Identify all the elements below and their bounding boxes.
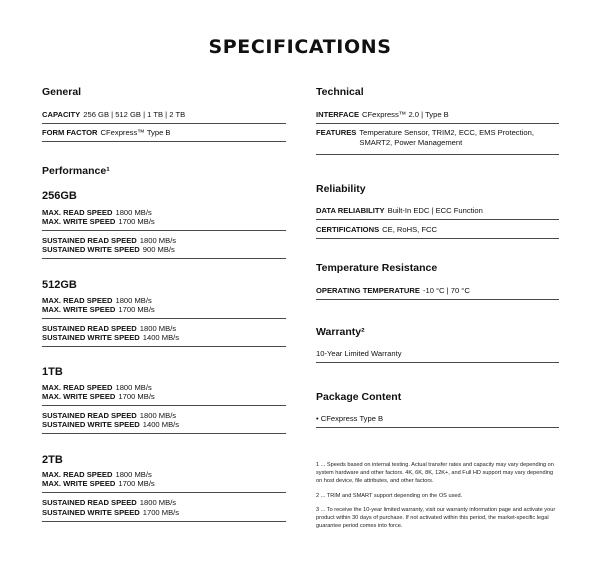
interface-value: CFexpress™ 2.0 | Type B: [362, 110, 449, 119]
capacity-value: 256 GB | 512 GB | 1 TB | 2 TB: [83, 110, 186, 119]
sustained-write-row: [42, 420, 179, 430]
max-write-key: MAX. WRITE SPEED: [42, 479, 116, 488]
sustained-read-key: SUSTAINED READ SPEED: [42, 498, 137, 507]
sustained-read-row: [42, 498, 176, 508]
technical-heading: Technical: [316, 86, 364, 98]
sustained-read-key: SUSTAINED READ SPEED: [42, 411, 137, 420]
max-read-key: MAX. READ SPEED: [42, 383, 113, 392]
footnotes: [316, 461, 559, 536]
divider: [42, 492, 286, 493]
operating-temperature-key: OPERATING TEMPERATURE: [316, 286, 420, 295]
certifications-key: CERTIFICATIONS: [316, 225, 380, 234]
max-write-row: [42, 479, 155, 489]
data-reliability-key: DATA RELIABILITY: [316, 206, 385, 215]
operating-temperature-value: -10 °C | 70 °C: [422, 286, 470, 295]
divider: [316, 362, 559, 363]
sustained-write-row: [42, 508, 179, 518]
divider: [42, 230, 286, 231]
footnote-2: 2 ... TRIM and SMART support depending on the OS used.: [316, 492, 463, 499]
divider: [316, 299, 559, 300]
form-factor-value: CFexpress™ Type B: [100, 128, 171, 137]
divider: [316, 123, 559, 124]
reliability-heading: Reliability: [316, 183, 366, 195]
max-write-value: 1700 MB/s: [118, 217, 155, 226]
features-key: FEATURES: [316, 128, 357, 137]
certifications-value: CE, RoHS, FCC: [382, 225, 437, 234]
temperature-heading: Temperature Resistance: [316, 262, 438, 274]
max-write-value: 1700 MB/s: [118, 479, 155, 488]
features-value: Temperature Sensor, TRIM2, ECC, EMS Protection, SMART2, Power Management: [359, 128, 534, 147]
divider: [42, 433, 286, 434]
sustained-read-value: 1800 MB/s: [139, 236, 177, 245]
divider: [42, 521, 286, 522]
sustained-read-value: 1800 MB/s: [139, 411, 177, 420]
max-read-value: 1800 MB/s: [115, 383, 152, 392]
form-factor-row: [42, 128, 170, 138]
divider: [42, 405, 286, 406]
warranty-heading: Warranty²: [316, 326, 365, 338]
package-item: • CFexpress Type B: [316, 414, 384, 423]
sustained-write-key: SUSTAINED WRITE SPEED: [42, 420, 140, 429]
sustained-write-key: SUSTAINED WRITE SPEED: [42, 508, 140, 517]
capacity-group-title: 256GB: [42, 190, 77, 202]
max-write-value: 1700 MB/s: [118, 392, 155, 401]
features-row: [316, 128, 549, 148]
sustained-write-row: [42, 333, 179, 343]
capacity-key: CAPACITY: [42, 110, 81, 119]
divider: [316, 427, 559, 428]
sustained-read-key: SUSTAINED READ SPEED: [42, 324, 137, 333]
divider: [316, 219, 559, 220]
general-heading: General: [42, 86, 82, 98]
interface-key: INTERFACE: [316, 110, 360, 119]
performance-heading: Performance¹: [42, 165, 110, 177]
divider: [316, 154, 559, 155]
operating-temperature-row: [316, 286, 470, 296]
divider: [316, 238, 559, 239]
sustained-write-value: 900 MB/s: [142, 245, 175, 254]
max-write-row: [42, 217, 155, 227]
sustained-write-key: SUSTAINED WRITE SPEED: [42, 245, 140, 254]
data-reliability-value: Built-In EDC | ECC Function: [387, 206, 483, 215]
max-write-key: MAX. WRITE SPEED: [42, 305, 116, 314]
form-factor-key: FORM FACTOR: [42, 128, 98, 137]
sustained-write-key: SUSTAINED WRITE SPEED: [42, 333, 140, 342]
sustained-write-value: 1700 MB/s: [142, 508, 180, 517]
max-read-value: 1800 MB/s: [115, 296, 152, 305]
page-title: SPECIFICATIONS: [208, 36, 392, 58]
divider: [42, 318, 286, 319]
capacity-row: [42, 110, 185, 120]
data-reliability-row: [316, 206, 483, 216]
warranty-value: 10-Year Limited Warranty: [316, 349, 402, 358]
max-write-row: [42, 392, 155, 402]
divider: [42, 346, 286, 347]
capacity-group-title: 2TB: [42, 454, 63, 466]
divider: [42, 258, 286, 259]
max-write-row: [42, 305, 155, 315]
sustained-read-value: 1800 MB/s: [139, 498, 177, 507]
interface-row: [316, 110, 449, 120]
footnote-1: 1 ... Speeds based on internal testing. Actual transfer rates and capacity may vary depending on system hardware and other factors. 4K, 6K, 8K, 12K+, and Full HD support may vary depending on host device, file attributes, and other factors.: [316, 462, 554, 485]
sustained-read-key: SUSTAINED READ SPEED: [42, 236, 137, 245]
max-write-key: MAX. WRITE SPEED: [42, 217, 116, 226]
max-read-key: MAX. READ SPEED: [42, 470, 113, 479]
certifications-row: [316, 225, 437, 235]
max-read-key: MAX. READ SPEED: [42, 208, 113, 217]
sustained-write-value: 1400 MB/s: [142, 333, 180, 342]
capacity-group-title: 1TB: [42, 366, 63, 378]
divider: [42, 123, 286, 124]
max-read-value: 1800 MB/s: [115, 208, 152, 217]
sustained-write-value: 1400 MB/s: [142, 420, 180, 429]
max-read-value: 1800 MB/s: [115, 470, 152, 479]
footnote-3: 3 ... To receive the 10-year limited warranty, visit our warranty information page and activate your product within 30 days of purchase. If not activated within this period, the market-specific legal guarantee period comes into force.: [316, 506, 556, 530]
max-write-value: 1700 MB/s: [118, 305, 155, 314]
divider: [42, 141, 286, 142]
max-write-key: MAX. WRITE SPEED: [42, 392, 116, 401]
package-heading: Package Content: [316, 391, 402, 403]
sustained-write-row: [42, 245, 175, 255]
sustained-read-value: 1800 MB/s: [139, 324, 177, 333]
max-read-key: MAX. READ SPEED: [42, 296, 113, 305]
capacity-group-title: 512GB: [42, 279, 77, 291]
